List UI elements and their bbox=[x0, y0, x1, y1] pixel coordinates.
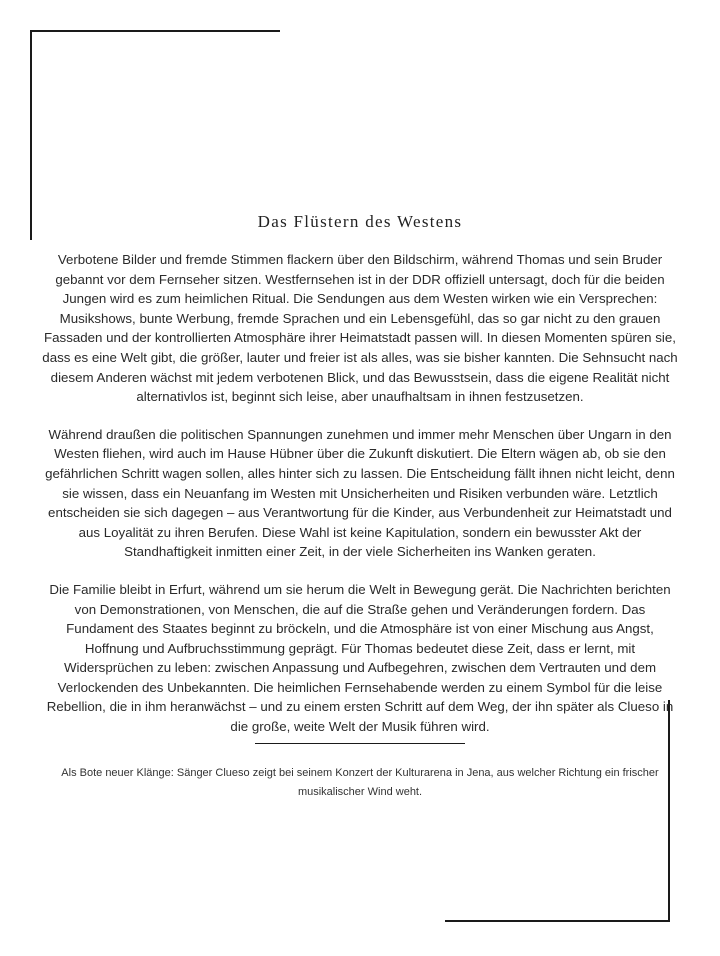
article-paragraph-1: Verbotene Bilder und fremde Stimmen flackern über den Bildschirm, während Thomas und sein Bruder gebannt vor dem Fernseher sitzen. Westfernsehen ist in der DDR offiziell untersagt, doch für die beiden Jungen wird es zum heimlichen Ritual. Die Sendungen aus dem Westen wirken wie ein Versprechen: Musikshows, bunte Werbung, fremde Sprachen und ein Lebensgefühl, das so gar nicht zu den grauen Fassaden und der kontrollierten Atmosphäre ihrer Heimatstadt passen will. In diesen Momenten spüren sie, dass es eine Welt gibt, die größer, lauter und freier ist als alles, was sie bisher kannten. Die Sehnsucht nach diesem Anderen wächst mit jedem verbotenen Blick, und das Bewusstsein, dass die eigene Realität nicht alternativlos ist, beginnt sich leise, aber unaufhaltsam in ihnen festzusetzen. bbox=[42, 252, 678, 405]
article-title: Das Flüstern des Westens bbox=[257, 212, 463, 231]
image-caption: Als Bote neuer Klänge: Sänger Clueso zeigt bei seinem Konzert der Kulturarena in Jena, aus welcher Richtung ein frischer musikalischer Wind weht. bbox=[61, 766, 659, 798]
frame-corner-top bbox=[30, 30, 280, 32]
caption-divider bbox=[255, 743, 465, 744]
article bbox=[40, 212, 680, 802]
frame-corner-left bbox=[30, 30, 32, 240]
article-paragraph-2: Während draußen die politischen Spannungen zunehmen und immer mehr Menschen über Ungarn in den Westen fliehen, wird auch im Hause Hübner über die Zukunft diskutiert. Die Eltern wägen ab, ob sie den gefährlichen Schritt wagen sollen, alles hinter sich zu lassen. Die Entscheidung fällt ihnen nicht leicht, denn sie wissen, dass ein Neuanfang im Westen mit Unsicherheiten und Risiken verbunden wäre. Letztlich entscheiden sie sich dagegen – aus Verantwortung für die Kinder, aus Verbundenheit zur Heimatstadt und aus Loyalität zu ihren Berufen. Diese Wahl ist keine Kapitulation, sondern ein bewusster Akt der Standhaftigkeit inmitten einer Zeit, in der viele Sicherheiten ins Wanken geraten. bbox=[45, 426, 675, 560]
article-paragraph-3: Die Familie bleibt in Erfurt, während um sie herum die Welt in Bewegung gerät. Die Nachrichten berichten von Demonstrationen, von Menschen, die auf die Straße gehen und Veränderungen fordern. Das Fundament des Staates beginnt zu bröckeln, und die Atmosphäre ist von einer Mischung aus Angst, Hoffnung und Aufbruchsstimmung geprägt. Für Thomas bedeutet diese Zeit, dass er lernt, mit Widersprüchen zu leben: zwischen Anpassung und Aufbegehren, zwischen dem Vertrauten und dem Verlockenden des Unbekannten. Die heimlichen Fernsehabende werden zu einem Symbol für die leise Rebellion, die in ihm heranwächst – und zu einem ersten Schritt auf dem Weg, der ihn später als Clueso in die große, weite Welt der Musik führen wird. bbox=[46, 581, 674, 735]
frame-corner-bottom bbox=[445, 920, 670, 922]
